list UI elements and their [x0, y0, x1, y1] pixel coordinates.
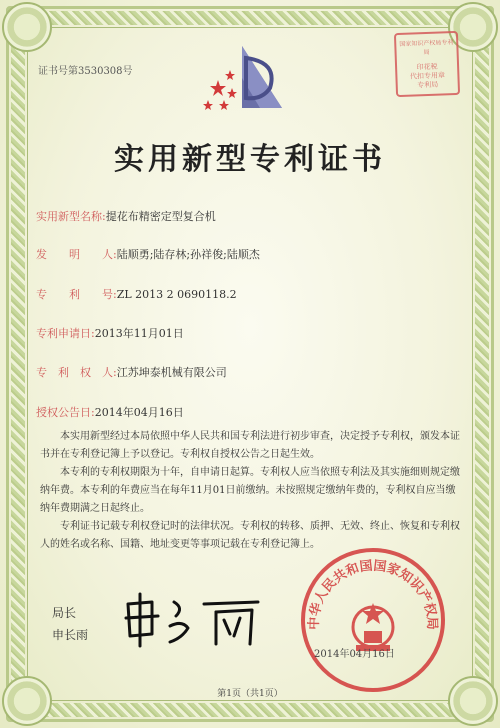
field-value: ZL 2013 2 0690118.2 [116, 288, 237, 301]
stamp-duty-seal [394, 31, 460, 97]
signatory-role: 局长 [52, 606, 77, 620]
seal-date: 2014年04月16日 [314, 649, 395, 660]
field-label: 发 明 人: [36, 248, 117, 261]
official-seal [298, 545, 448, 695]
certificate-number: 证书号第3530308号 [38, 66, 133, 77]
signatory-block [52, 602, 88, 646]
patent-office-logo [200, 40, 295, 120]
page-footer: 第1页（共1页） [217, 689, 283, 699]
field-value: 2014年04月16日 [94, 406, 184, 419]
handwritten-signature [118, 590, 268, 650]
signatory-name: 申长雨 [52, 628, 89, 642]
field-grant-date [36, 404, 184, 420]
field-patent-number [36, 286, 237, 302]
certificate-body [40, 428, 460, 554]
field-utility-model-name [36, 208, 216, 224]
corner-ornament [2, 676, 52, 726]
body-paragraph: 本实用新型经过本局依照中华人民共和国专利法进行初步审查，决定授予专利权，颁发本证书并在专利登记簿上予以登记。专利权自授权公告之日起生效。 [40, 431, 460, 460]
stamp-ring-text: 国家知识产权局专利局 [399, 39, 454, 57]
field-label: 专 利 号: [36, 288, 117, 301]
field-value: 江苏坤泰机械有限公司 [116, 366, 227, 379]
field-inventors [36, 246, 260, 262]
field-patentee [36, 364, 227, 380]
field-label: 专 利 权 人: [36, 366, 117, 379]
page-title: 实用新型专利证书 [114, 142, 386, 177]
field-value: 陆顺勇;陆存林;孙祥俊;陆顺杰 [116, 248, 260, 261]
field-value: 2013年11月01日 [94, 327, 184, 340]
seal-text: 中华人民共和国国家知识产权局 [306, 558, 440, 630]
body-paragraph: 本专利的专利权期限为十年，自申请日起算。专利权人应当依照专利法及其实施细则规定缴纳年费。本专利的年费应当在每年11月01日前缴纳。未按照规定缴纳年费的，专利权自应当缴纳年费期满之日起终止。 [40, 467, 460, 514]
field-label: 实用新型名称: [36, 210, 106, 223]
stamp-line: 代扣专用章 [409, 71, 446, 81]
stamp-line: 印花税 [416, 62, 438, 72]
corner-ornament [448, 676, 498, 726]
corner-ornament [2, 2, 52, 52]
field-label: 授权公告日: [36, 406, 95, 419]
body-paragraph: 专利证书记载专利权登记时的法律状况。专利权的转移、质押、无效、终止、恢复和专利权人的姓名或名称、国籍、地址变更等事项记载在专利登记簿上。 [40, 521, 460, 550]
field-value: 提花布精密定型复合机 [105, 210, 216, 223]
stamp-line: 专利局 [417, 80, 439, 90]
field-application-date [36, 325, 184, 341]
field-label: 专利申请日: [36, 327, 95, 340]
